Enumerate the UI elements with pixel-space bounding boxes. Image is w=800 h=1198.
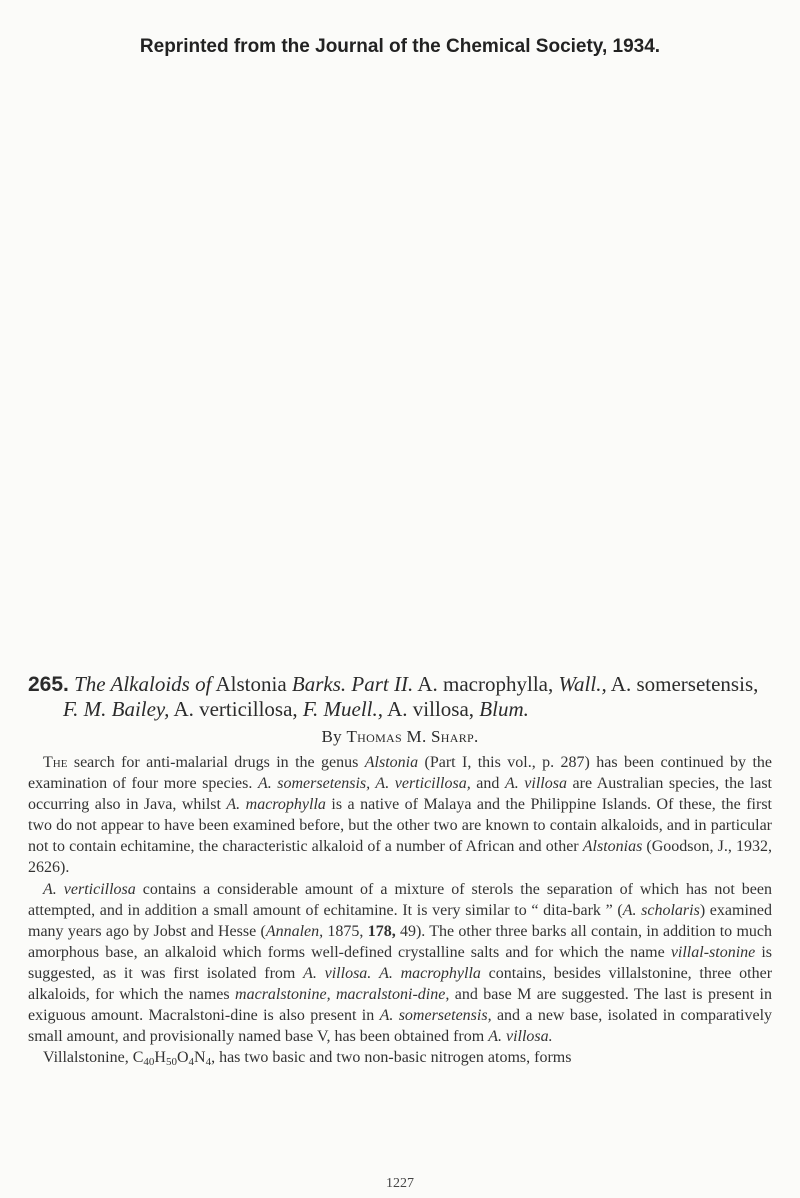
title-part: F. Muell., bbox=[302, 697, 384, 721]
text: are Australian species, the last occurring also in Java, whilst bbox=[28, 775, 773, 814]
text: is suggested, as it was first isolated from bbox=[28, 943, 773, 982]
reprint-header: Reprinted from the Journal of the Chemical Society, 1934. bbox=[139, 36, 661, 57]
article-title bbox=[28, 672, 772, 722]
text: A. villosa bbox=[504, 775, 567, 793]
text: and bbox=[470, 775, 505, 793]
title-part: Barks. Part II. bbox=[291, 672, 414, 696]
subscript: 50 bbox=[165, 1056, 177, 1069]
text: A. scholaris bbox=[622, 901, 700, 919]
text: A. villosa. bbox=[303, 964, 372, 982]
title-part: Wall., bbox=[558, 672, 607, 696]
subscript: 4 bbox=[205, 1056, 212, 1069]
article-body bbox=[28, 752, 772, 1068]
subscript: 4 bbox=[188, 1056, 194, 1069]
text: O bbox=[176, 1049, 189, 1067]
paragraph-2 bbox=[28, 879, 772, 1048]
text: (Part I, this vol., p. 287) has been continued by the examination of four more species. bbox=[28, 754, 772, 793]
text: A. macrophylla bbox=[379, 964, 481, 982]
paragraph-3 bbox=[28, 1047, 772, 1068]
text: N bbox=[194, 1049, 206, 1067]
article bbox=[28, 672, 772, 1068]
text: Villalstonine, C bbox=[43, 1049, 144, 1067]
text: villal-stonine bbox=[670, 943, 756, 961]
text: A. verticillosa bbox=[43, 880, 136, 898]
text: contains a considerable amount of a mixture of sterols the separation of which has not been attempted, and in addition a small amount of echitamine. It is very similar to “ dita-bark ” ( bbox=[28, 880, 773, 919]
title-part: Blum. bbox=[479, 697, 529, 721]
title-part: Alstonia bbox=[215, 672, 287, 696]
text: is a native of Malaya and the Philippine Islands. Of these, the first two do not appear to have been examined before, but the other two are known to contain alkaloids, and in particular not to contain echitamine, the characteristic alkaloid of a number of African and other bbox=[28, 796, 772, 856]
text: , has two basic and two non-basic nitrogen atoms, forms bbox=[211, 1049, 572, 1067]
title-part: F. M. Bailey, bbox=[63, 697, 170, 721]
text: H bbox=[154, 1049, 166, 1067]
title-part: A. macrophylla, bbox=[417, 672, 554, 696]
title-part: A. villosa, bbox=[387, 697, 475, 721]
page-number: 1227 bbox=[386, 1176, 414, 1191]
text: 49). The other three barks all contain, in addition to much amorphous base, an alkaloid which forms well-defined crystalline salts and for which the name bbox=[28, 922, 773, 961]
text: contains, besides villalstonine, three other alkaloids, for which the names bbox=[28, 964, 773, 1004]
text: A. macrophylla bbox=[226, 796, 326, 814]
text bbox=[371, 965, 379, 982]
byline bbox=[28, 727, 772, 747]
text: Alstonia bbox=[364, 754, 419, 771]
text: Annalen, bbox=[265, 922, 324, 940]
text: macralstonine, macralstoni-dine, bbox=[235, 986, 450, 1004]
title-part: A. somersetensis, bbox=[610, 672, 759, 696]
text: A. villosa. bbox=[488, 1028, 553, 1046]
byline-prefix: By bbox=[321, 727, 342, 746]
text: ) examined many years ago by Jobst and Hesse ( bbox=[28, 901, 773, 940]
text: and base M are suggested. The last is present in exiguous amount. Macralstoni-dine is also present in bbox=[28, 986, 773, 1025]
text: A. somersetensis, A. verticillosa, bbox=[257, 775, 471, 793]
text: search for anti-malarial drugs in the genus bbox=[67, 754, 365, 771]
subscript: 40 bbox=[143, 1056, 155, 1069]
text: A. somersetensis, bbox=[379, 1007, 492, 1025]
text: The bbox=[43, 754, 68, 771]
text: 1875, bbox=[323, 922, 368, 940]
text: 178, bbox=[367, 922, 396, 940]
title-part: A. verticillosa, bbox=[173, 697, 298, 721]
article-number: 265. bbox=[28, 673, 69, 696]
text: (Goodson, J., 1932, 2626). bbox=[28, 838, 772, 877]
title-part: The Alkaloids of bbox=[74, 672, 212, 696]
author-name: Thomas M. Sharp. bbox=[346, 727, 479, 746]
paragraph-1 bbox=[28, 752, 772, 879]
text: Alstonias bbox=[582, 838, 643, 856]
text: and a new base, isolated in comparatively small amount, and provisionally named base V, has been obtained from bbox=[28, 1007, 773, 1046]
